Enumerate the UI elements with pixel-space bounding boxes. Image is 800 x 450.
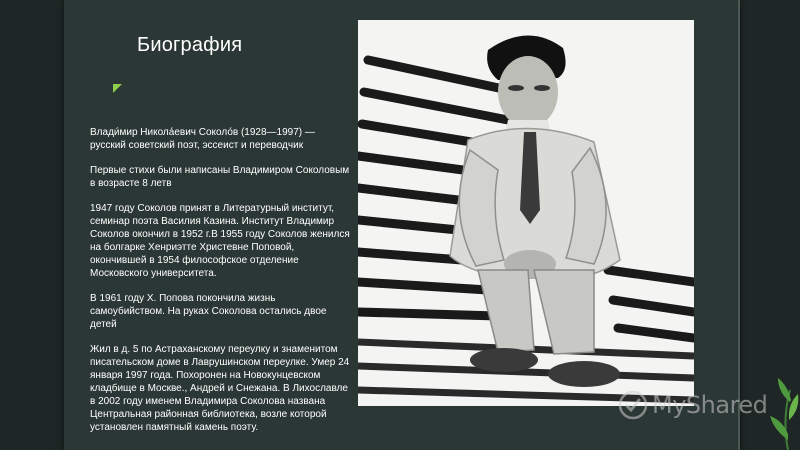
portrait-photo [358,20,694,406]
panel-border [738,0,740,450]
biography-text [90,126,352,446]
paragraph-family: В 1961 году Х. Попова покончила жизнь самоубийством. На руках Соколова остались двое детей [90,293,327,330]
decorative-leaves-icon [760,330,800,450]
watermark-text: MyShared [652,391,768,419]
slide-title: Биография [137,34,243,56]
portrait-image [358,20,694,406]
paragraph-first-poems: Первые стихи были написаны Владимиром Соколовым в возрасте 8 летв [90,165,350,189]
watermark [618,390,767,420]
myshared-logo-icon [618,390,648,420]
accent-corner-icon [113,84,122,93]
paragraph-later-life: Жил в д. 5 по Астраханскому переулку и знаменитом писательском доме в Лаврушинском переулке. Умер 24 января 1997 года. Похоронен на Новокунцевском кладбище в Москве., Андрей и Снежана. В Лихославле в 2002 году именем Владимира Соколова названа Центральная районная библиотека, возле которой установлен памятный камень поэту. [90,344,350,433]
paragraph-intro: Влади́мир Никола́евич Соколо́в (1928—1997) — русский советский поэт, эссеист и переводчик [90,127,315,151]
paragraph-education: 1947 году Соколов принят в Литературный институт, семинар поэта Василия Казина. Институт Владимир Соколов окончил в 1952 г.В 1955 году Соколов женился на болгарке Хенриэтте Христевне Поповой, окончившей в 1954 философское отделение Московского университета. [90,203,350,279]
